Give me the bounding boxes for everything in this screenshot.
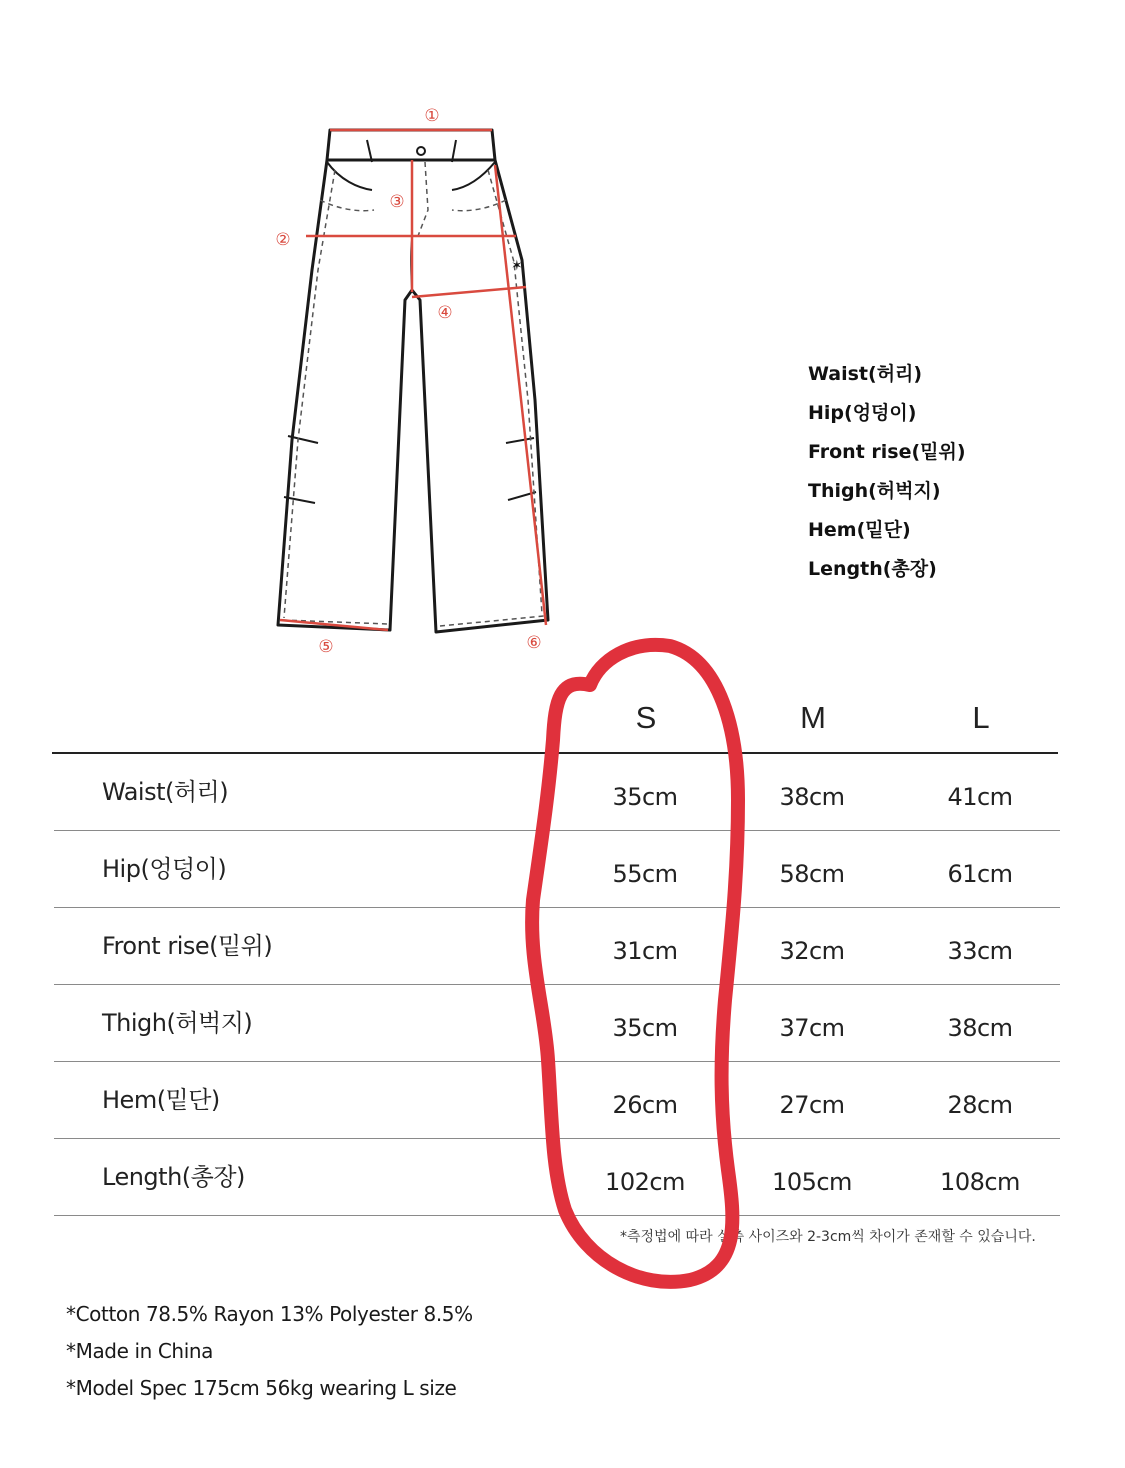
origin: *Made in China — [66, 1339, 213, 1363]
marker-1: ① — [424, 106, 440, 126]
pants-diagram — [260, 95, 580, 665]
marker-6: ⑥ — [526, 633, 542, 653]
row-label: Waist(허리) — [102, 778, 229, 806]
table-row-front-rise — [54, 908, 1060, 985]
row-label: Thigh(허벅지) — [102, 1009, 253, 1037]
measurement-note: *측정법에 따라 실측 사이즈와 2-3cm씩 차이가 존재할 수 있습니다. — [620, 1229, 1036, 1245]
cell-l: 28cm — [947, 1091, 1013, 1119]
row-label: Hem(밑단) — [102, 1086, 220, 1114]
cell-s: 35cm — [612, 783, 678, 811]
cell-m: 105cm — [772, 1168, 852, 1196]
table-row-length — [54, 1139, 1060, 1216]
cell-m: 32cm — [779, 937, 845, 965]
material-composition: *Cotton 78.5% Rayon 13% Polyester 8.5% — [66, 1302, 473, 1326]
pants-illustration — [260, 95, 580, 665]
cell-s: 35cm — [612, 1014, 678, 1042]
row-label: Front rise(밑위) — [102, 932, 273, 960]
cell-l: 108cm — [940, 1168, 1020, 1196]
legend-item-length: Length(총장) — [808, 558, 937, 580]
cell-m: 58cm — [779, 860, 845, 888]
cell-l: 38cm — [947, 1014, 1013, 1042]
marker-5: ⑤ — [318, 637, 334, 657]
marker-2: ② — [275, 230, 291, 250]
cell-s: 26cm — [612, 1091, 678, 1119]
table-row-hip — [54, 831, 1060, 908]
cell-m: 27cm — [779, 1091, 845, 1119]
cell-s: 55cm — [612, 860, 678, 888]
marker-4: ④ — [437, 303, 453, 323]
product-info — [66, 1298, 473, 1409]
table-row-hem — [54, 1062, 1060, 1139]
cell-s: 102cm — [605, 1168, 685, 1196]
legend-item-front-rise: Front rise(밑위) — [808, 441, 966, 463]
cell-l: 61cm — [947, 860, 1013, 888]
legend-item-thigh: Thigh(허벅지) — [808, 480, 941, 502]
row-label: Length(총장) — [102, 1163, 245, 1191]
model-spec: *Model Spec 175cm 56kg wearing L size — [66, 1376, 457, 1400]
cell-l: 33cm — [947, 937, 1013, 965]
size-header-s: S — [635, 700, 657, 735]
table-row-thigh — [54, 985, 1060, 1062]
size-header-m: M — [800, 700, 826, 735]
cell-s: 31cm — [612, 937, 678, 965]
cell-m: 38cm — [779, 783, 845, 811]
legend-item-hip: Hip(엉덩이) — [808, 402, 917, 424]
cell-m: 37cm — [779, 1014, 845, 1042]
size-header-l: L — [972, 700, 990, 735]
legend-item-waist: Waist(허리) — [808, 363, 923, 385]
table-row-waist — [54, 754, 1060, 831]
legend-item-hem: Hem(밑단) — [808, 519, 911, 541]
measurement-legend — [808, 360, 966, 594]
row-label: Hip(엉덩이) — [102, 855, 227, 883]
cell-l: 41cm — [947, 783, 1013, 811]
star-icon: ✶ — [511, 258, 523, 274]
marker-3: ③ — [389, 192, 405, 212]
